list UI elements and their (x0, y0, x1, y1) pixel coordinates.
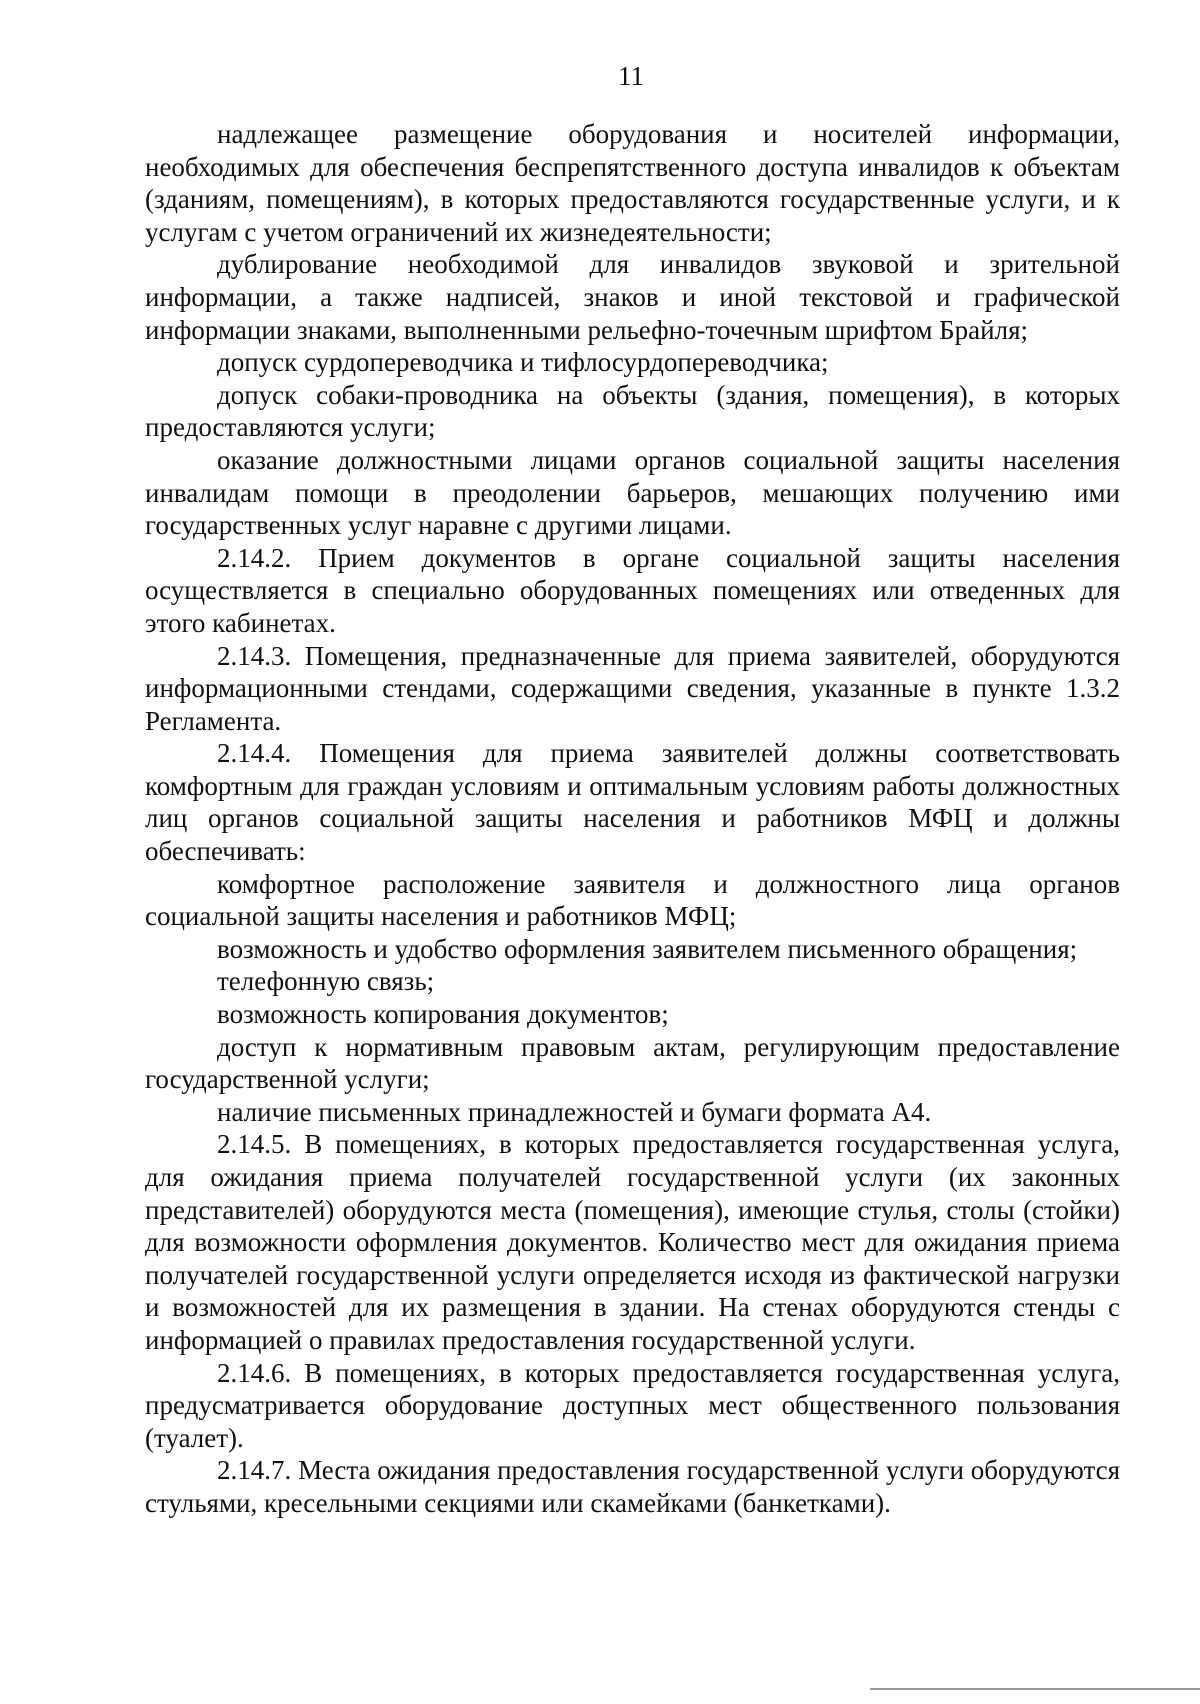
scan-edge-line (870, 1688, 1200, 1690)
paragraph-2-14-3: 2.14.3. Помещения, предназначенные для приема заявителей, оборудуются информационными стендами, содержащими сведения, указанные в пункте 1.3.2 Регламента. (145, 640, 1120, 736)
paragraph-written-appeal: возможность и удобство оформления заявителем письменного обращения; (217, 933, 1078, 964)
paragraph-comfortable-seating: комфортное расположение заявителя и должностного лица органов социальной защиты населения и работников МФЦ; (145, 868, 1120, 932)
paragraph-2-14-2: 2.14.2. Прием документов в органе социальной защиты населения осуществляется в специально оборудованных помещениях или отведенных для этого кабинетах. (145, 542, 1120, 638)
paragraph-2-14-5: 2.14.5. В помещениях, в которых предоставляется государственная услуга, для ожидания приема получателей государственной услуги (их законных представителей) оборудуются места (помещения), имеющие стулья, столы (стойки) для возможности оформления документов. Количество мест для ожидания приема получателей государственной услуги определяется исходя из фактической нагрузки и возможностей для их размещения в здании. На стенах оборудуются стенды с информацией о правилах предоставления государственной услуги. (145, 1129, 1120, 1355)
paragraph-telephone: телефонную связь; (217, 966, 435, 997)
paragraph-sign-interpreter: допуск сурдопереводчика и тифлосурдопереводчика; (217, 347, 829, 378)
paragraph-2-14-4: 2.14.4. Помещения для приема заявителей должны соответствовать комфортным для граждан условиям и оптимальным условиям работы должностных лиц органов социальной защиты населения и работников МФЦ и должны обеспечивать: (145, 738, 1120, 867)
paragraph-guide-dog: допуск собаки-проводника на объекты (здания, помещения), в которых предоставляются услуги; (145, 379, 1120, 443)
paragraph-stationery: наличие письменных принадлежностей и бумаги формата А4. (217, 1096, 932, 1127)
paragraph-copying: возможность копирования документов; (217, 999, 669, 1030)
paragraph-2-14-7: 2.14.7. Места ожидания предоставления государственной услуги оборудуются стульями, кресельными секциями или скамейками (банкетками). (145, 1455, 1120, 1518)
body-text (145, 118, 1120, 1520)
page-number: 11 (618, 61, 644, 91)
paragraph-braille-duplication: дублирование необходимой для инвалидов звуковой и зрительной информации, а также надписей, знаков и иной текстовой и графической информации знаками, выполненными рельефно-точечным шрифтом Брайля; (145, 249, 1120, 345)
paragraph-staff-assistance: оказание должностными лицами органов социальной защиты населения инвалидам помощи в преодолении барьеров, мешающих получению ими государственных услуг наравне с другими лицами. (145, 444, 1120, 541)
paragraph-2-14-6: 2.14.6. В помещениях, в которых предоставляется государственная услуга, предусматривается оборудование доступных мест общественного пользования (туалет). (145, 1357, 1120, 1453)
paragraph-legal-acts: доступ к нормативным правовым актам, регулирующим предоставление государственной услуги; (145, 1031, 1120, 1095)
paragraph-accessible-placement: надлежащее размещение оборудования и носителей информации, необходимых для обеспечения беспрепятственного доступа инвалидов к объектам (зданиям, помещениям), в которых предоставляются государственные услуги, и к услугам с учетом ограничений их жизнедеятельности; (145, 119, 1120, 247)
